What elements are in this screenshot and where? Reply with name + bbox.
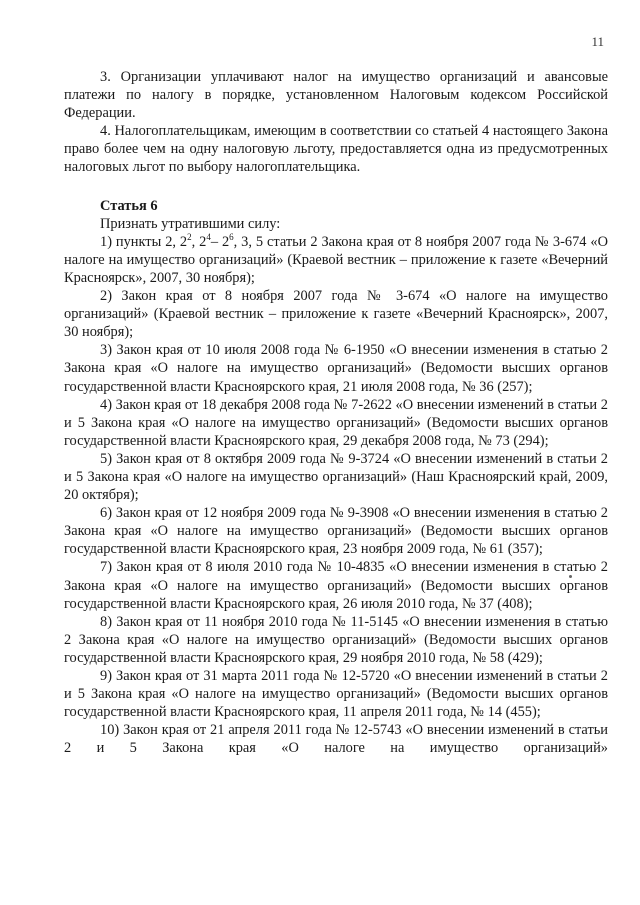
paragraph-4: 4. Налогоплательщикам, имеющим в соответствии со статьей 4 настоящего Закона право более чем на одну налоговую льготу, предоставляется одна из предусмотренных налоговых льгот по выбору налогоплательщика. (64, 123, 608, 176)
item-1-prefix: 1) пункты 2, 2 (100, 233, 188, 250)
list-item-5: 5) Закон края от 8 октября 2009 года № 9-3724 «О внесении изменений в статьи 2 и 5 Закона края «О налоге на имущество организаций» (Наш Красноярский край, 2009, 20 октября); (64, 450, 608, 504)
list-item-2: 2) Закон края от 8 ноября 2007 года № 3-674 «О налоге на имущество организаций» (Краевой вестник – приложение к газете «Вечерний Красноярск», 2007, 30 ноября); (64, 288, 608, 341)
paragraph-3: 3. Организации уплачивают налог на имущество организаций и авансовые платежи по налогу в порядке, установленном Налоговым кодексом Российской Федерации. (64, 69, 608, 122)
repealed-laws-list (64, 233, 608, 758)
scan-speck (569, 575, 572, 578)
list-item-8: 8) Закон края от 11 ноября 2010 года № 11-5145 «О внесении изменения в статью 2 Закона края «О налоге на имущество организаций» (Ведомости высших органов государственной власти Красноярского края, 29 ноября 2010 года, № 58 (429); (64, 613, 608, 666)
article-6-intro: Признать утратившими силу: (100, 215, 281, 232)
document-body (64, 68, 608, 757)
item-1-sup-1: 2 (187, 231, 192, 242)
list-item-6: 6) Закон края от 12 ноября 2009 года № 9-3908 «О внесении изменения в статью 2 Закона края «О налоге на имущество организаций» (Ведомости высших органов государственной власти Красноярского края, 23 ноября 2009 года, № 61 (357); (64, 505, 608, 558)
list-item-3: 3) Закон края от 10 июля 2008 года № 6-1950 «О внесении изменения в статью 2 Закона края «О налоге на имущество организаций» (Ведомости высших органов государственной власти Красноярского края, 21 июля 2008 года, № 36 (257); (64, 342, 608, 395)
item-1-sup-2: 4 (206, 231, 211, 242)
list-item-1 (64, 233, 608, 287)
list-item-10: 10) Закон края от 21 апреля 2011 года № 12-5743 «О внесении изменений в статьи 2 и 5 Закона края «О налоге на имущество организаций» (64, 722, 608, 757)
list-item-7: 7) Закон края от 8 июля 2010 года № 10-4835 «О внесении изменения в статью 2 Закона края «О налоге на имущество организаций» (Ведомости высших органов государственной власти Красноярского края, 26 июля 2010 года, № 37 (408); (64, 559, 608, 612)
item-1-sup-3: 6 (229, 231, 234, 242)
article-6-heading: Статья 6 (100, 197, 158, 214)
list-item-9: 9) Закон края от 31 марта 2011 года № 12-5720 «О внесении изменений в статьи 2 и 5 Закона края «О налоге на имущество организаций» (Ведомости высших органов государственной власти Красноярского края, 11 апреля 2011 года, № 14 (455); (64, 668, 608, 721)
item-1-suffix: , 3, 5 статьи 2 Закона края от 8 ноября 2007 года № 3-674 «О налоге на имущество организаций» (Краевой вестник – приложение к газете «Вечерний Красноярск», 2007, 30 ноября); (64, 233, 608, 286)
page-number: 11 (591, 34, 604, 49)
item-1-mid-2: – 2 (210, 233, 230, 250)
item-1-mid-1: , 2 (191, 233, 207, 250)
list-item-4: 4) Закон края от 18 декабря 2008 года № 7-2622 «О внесении изменений в статьи 2 и 5 Закона края «О налоге на имущество организаций» (Ведомости высших органов государственной власти Красноярского края, 29 декабря 2008 года, № 73 (294); (64, 396, 608, 449)
